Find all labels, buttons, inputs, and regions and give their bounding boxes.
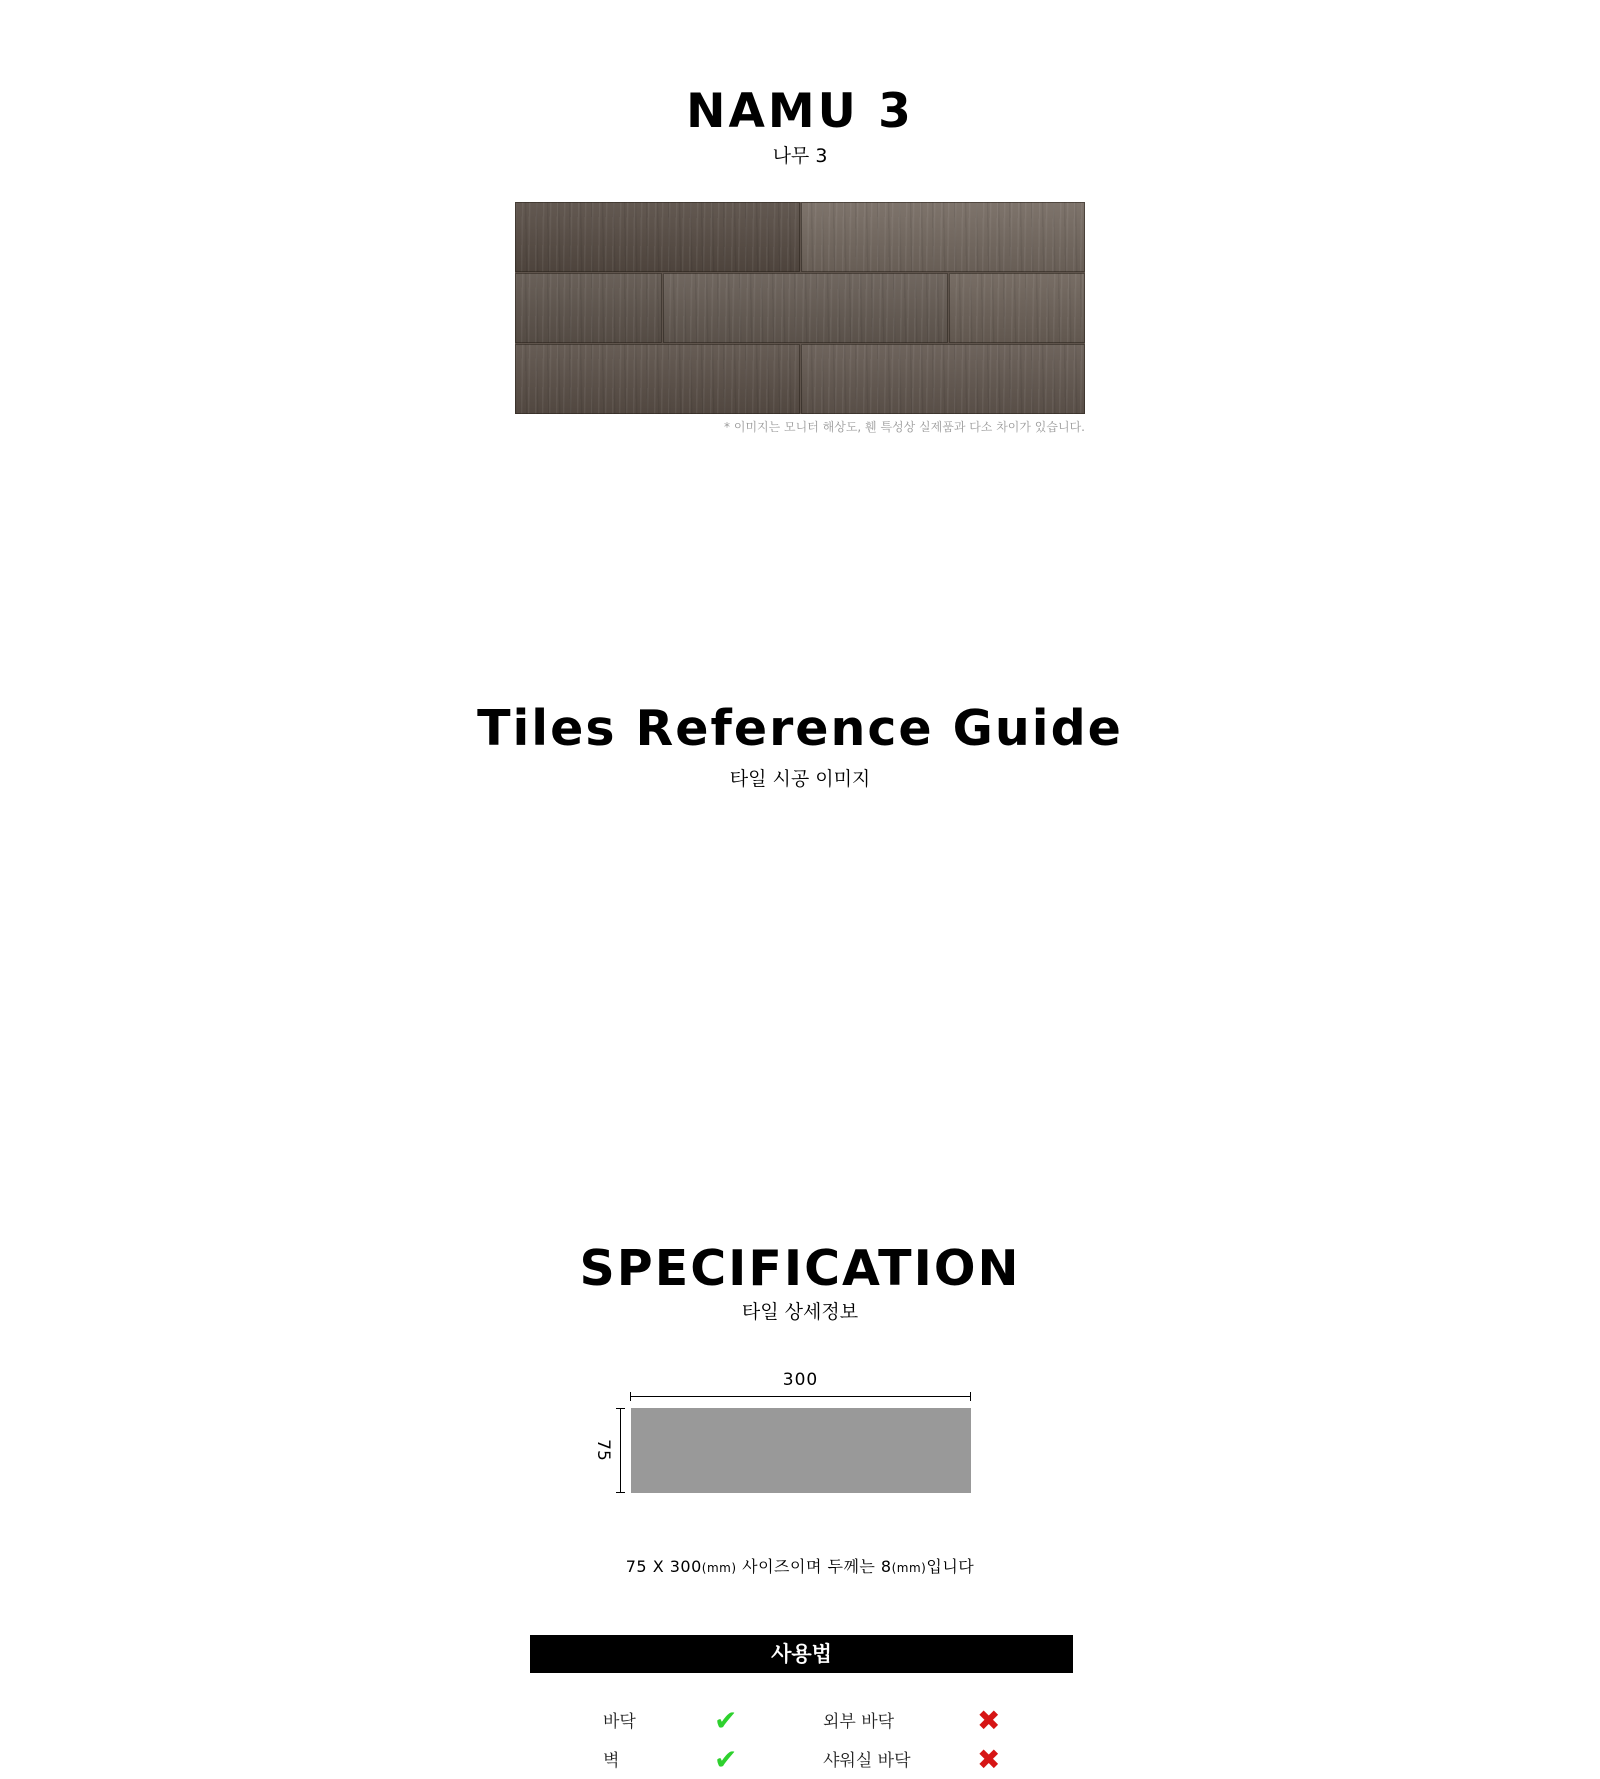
wood-plank	[515, 202, 800, 272]
reference-subtitle: 타일 시공 이미지	[729, 768, 871, 790]
wood-plank	[663, 273, 948, 343]
specification-subtitle: 타일 상세정보	[741, 1301, 859, 1323]
size-note-unit: (mm)	[891, 1561, 927, 1575]
height-dimension-line	[620, 1408, 621, 1493]
wood-plank	[801, 202, 1085, 272]
usage-label-shower-floor: 샤워실 바닥	[823, 1751, 911, 1771]
width-dimension-label: 300	[782, 1370, 819, 1390]
tile-size-diagram	[631, 1408, 971, 1493]
width-dimension-line	[630, 1396, 971, 1397]
image-disclaimer: * 이미지는 모니터 해상도, 휀 특성상 실제품과 다소 차이가 있습니다.	[724, 420, 1085, 434]
height-dimension-label: 75	[593, 1439, 613, 1461]
wood-plank	[515, 273, 662, 343]
size-note-dimensions: 75 X 300	[625, 1557, 702, 1576]
size-note-thickness: 사이즈이며 두께는 8	[736, 1557, 892, 1576]
usage-label-exterior-floor: 외부 바닥	[823, 1712, 895, 1732]
product-subtitle: 나무 3	[772, 145, 828, 167]
usage-heading: 사용법	[530, 1635, 1073, 1673]
wood-plank	[949, 273, 1085, 343]
size-note	[0, 1557, 1600, 1578]
size-note-unit: (mm)	[701, 1561, 737, 1575]
check-icon: ✔	[714, 1704, 738, 1737]
cross-icon: ✖	[977, 1743, 1001, 1776]
tile-product-image	[515, 202, 1085, 414]
specification-title: SPECIFICATION	[579, 1240, 1021, 1297]
product-title: NAMU 3	[686, 84, 914, 139]
cross-icon: ✖	[977, 1704, 1001, 1737]
check-icon: ✔	[714, 1743, 738, 1776]
size-note-suffix: 입니다	[926, 1557, 975, 1576]
usage-label-floor: 바닥	[603, 1712, 636, 1732]
reference-title: Tiles Reference Guide	[477, 700, 1123, 757]
wood-plank	[515, 344, 800, 414]
wood-plank	[801, 344, 1085, 414]
usage-label-wall: 벽	[603, 1751, 620, 1771]
